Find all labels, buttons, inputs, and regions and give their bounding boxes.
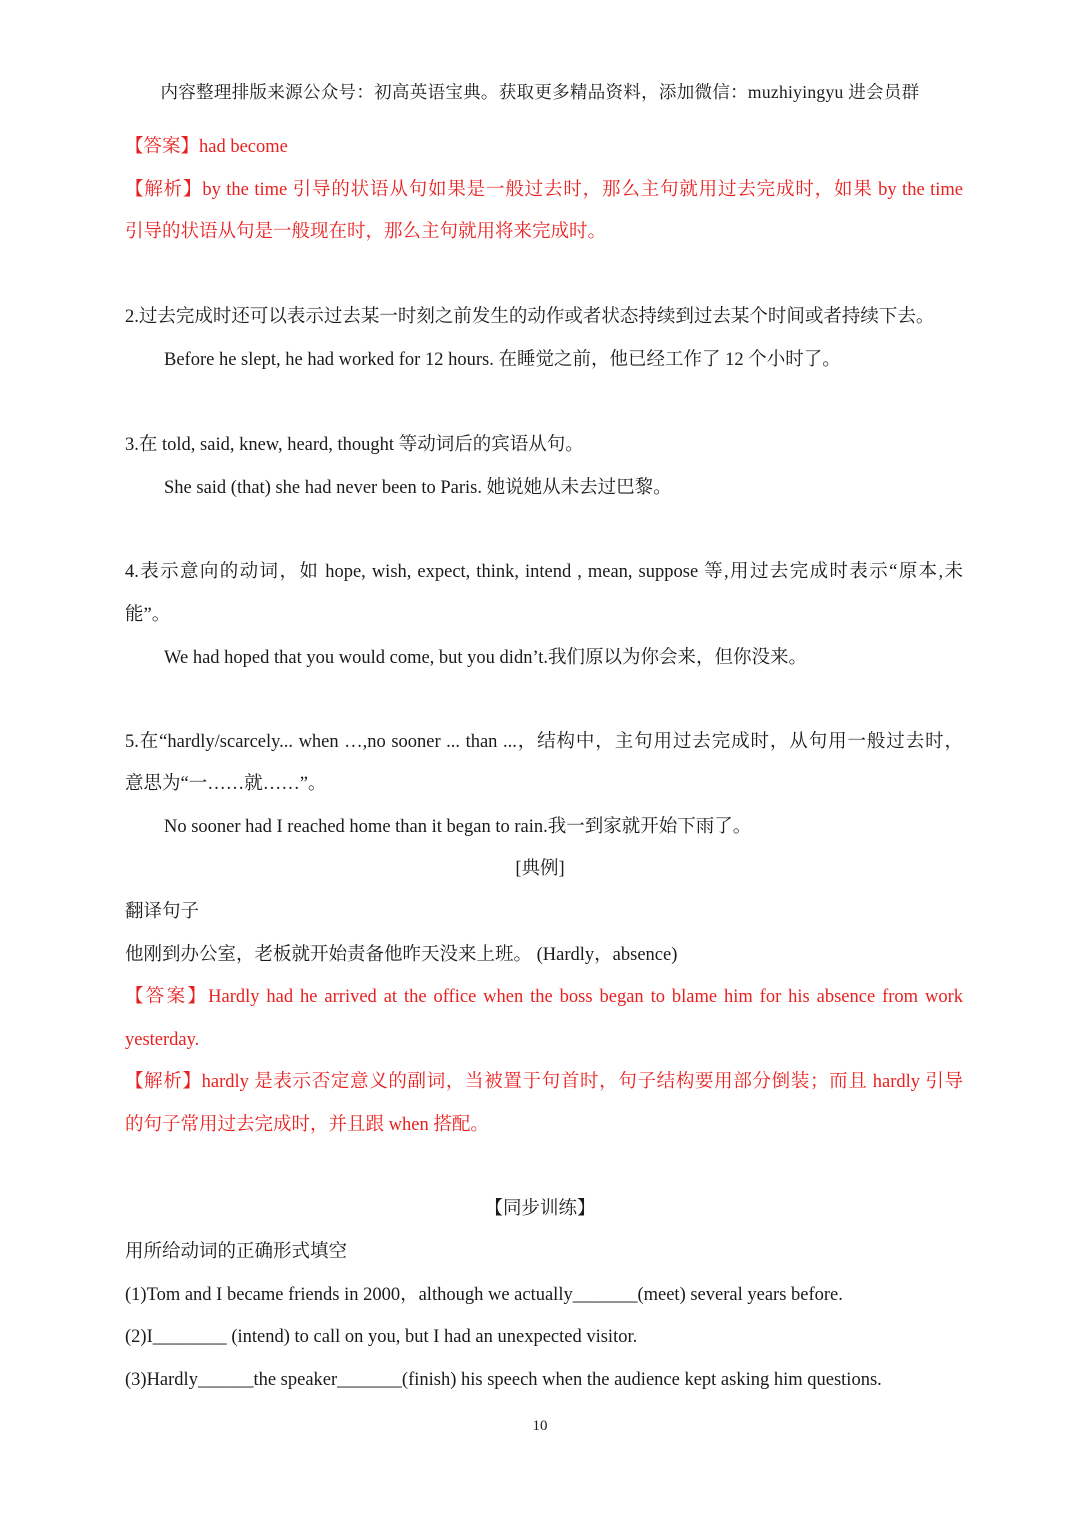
rule-3-example: She said (that) she had never been to Paris. 她说她从未去过巴黎。: [164, 478, 672, 498]
typical-example-answer-line-2: yesterday.: [125, 1030, 200, 1050]
page-number: 10: [532, 1418, 548, 1434]
rule-5-example: No sooner had I reached home than it began to rain.我一到家就开始下雨了。: [164, 817, 752, 837]
typical-example-question: 他刚到办公室，老板就开始责备他昨天没来上班。 (Hardly，absence): [125, 945, 678, 965]
typical-example-analysis-line-1: 【解析】hardly 是表示否定意义的副词，当被置于句首时，句子结构要用部分倒装；而且 hardly 引导: [125, 1072, 963, 1092]
rule-2-example: Before he slept, he had worked for 12 hours. 在睡觉之前，他已经工作了 12 个小时了。: [164, 350, 841, 370]
practice-question-1: (1)Tom and I became friends in 2000，although we actually_______(meet) several years before.: [125, 1285, 843, 1305]
rule-4-line-2: 能”。: [125, 605, 171, 625]
rule-4-example: We had hoped that you would come, but you didn’t.我们原以为你会来，但你没来。: [164, 648, 808, 668]
analysis-1-line-1: 【解析】by the time 引导的状语从句如果是一般过去时，那么主句就用过去完成时，如果 by the time: [125, 180, 963, 200]
rule-3-text: 3.在 told, said, knew, heard, thought 等动词后的宾语从句。: [125, 435, 584, 455]
analysis-1-line-2: 引导的状语从句是一般现在时，那么主句就用将来完成时。: [125, 222, 607, 242]
source-header: 内容整理排版来源公众号：初高英语宝典。获取更多精品资料，添加微信：muzhiyingyu 进会员群: [160, 82, 920, 102]
practice-question-2: (2)I________ (intend) to call on you, but I had an unexpected visitor.: [125, 1327, 638, 1347]
practice-heading: 【同步训练】: [484, 1199, 596, 1219]
typical-example-answer-line-1: 【答案】Hardly had he arrived at the office when the boss began to blame him for his absence from work: [125, 987, 963, 1007]
rule-2-text: 2.过去完成时还可以表示过去某一时刻之前发生的动作或者状态持续到过去某个时间或者持续下去。: [125, 307, 935, 327]
typical-example-analysis-line-2: 的句子常用过去完成时，并且跟 when 搭配。: [125, 1115, 489, 1135]
practice-instruction: 用所给动词的正确形式填空: [125, 1242, 348, 1262]
practice-question-3: (3)Hardly______the speaker_______(finish) his speech when the audience kept asking him questions.: [125, 1370, 882, 1390]
rule-5-line-1: 5.在“hardly/scarcely... when …,no sooner ... than ...，结构中，主句用过去完成时，从句用一般过去时，: [125, 732, 963, 752]
typical-example-task: 翻译句子: [125, 902, 200, 922]
answer-1: 【答案】had become: [125, 137, 288, 157]
rule-4-line-1: 4.表示意向的动词，如 hope, wish, expect, think, intend , mean, suppose 等,用过去完成时表示“原本,未: [125, 562, 963, 582]
rule-5-line-2: 意思为“一……就……”。: [125, 774, 327, 794]
typical-example-heading: [典例]: [515, 859, 565, 879]
